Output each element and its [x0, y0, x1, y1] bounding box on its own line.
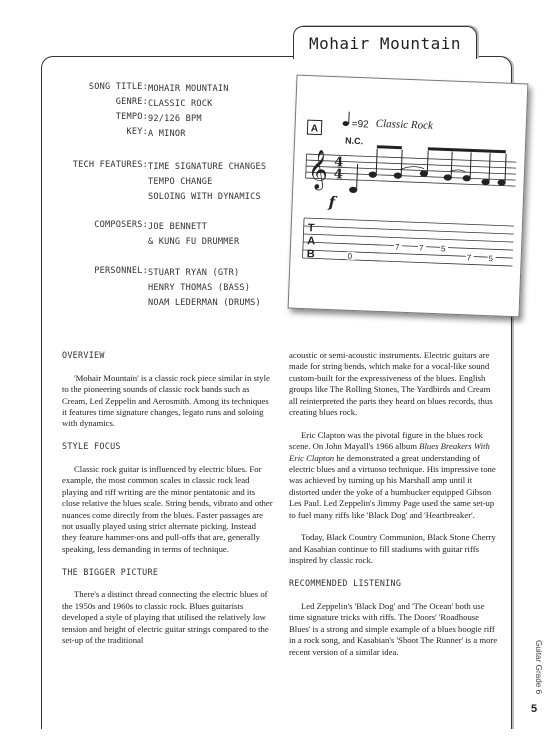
- clapton-text-a: Eric Clapton was the pivotal figure in the blues rock scene. On John Mayall's 1966 album: [289, 429, 483, 452]
- note-stem: [489, 153, 490, 182]
- song-title-value: MOHAIR MOUNTAIN: [148, 84, 229, 94]
- note: [369, 172, 376, 177]
- tab-number: 7: [394, 242, 400, 252]
- tab-number: 0: [347, 251, 353, 261]
- clapton-paragraph: [289, 430, 501, 521]
- today-paragraph: Today, Black Country Communion, Black Stone Cherry and Kasabian continue to fill stadiums with guitar riffs inspired by classic rock.: [289, 532, 496, 566]
- note: [498, 180, 505, 185]
- tab-number: 5: [440, 244, 446, 254]
- right-column: [289, 350, 501, 658]
- personnel-item: NOAM LEDERMAN (DRUMS): [148, 298, 261, 308]
- note-stem: [401, 150, 402, 176]
- key-label: KEY:: [126, 127, 148, 137]
- album-title: Blues Breakers With Eric Clapton: [289, 441, 490, 463]
- tab-number: 7: [466, 253, 472, 263]
- recommended-listening-paragraph: Led Zeppelin's 'Black Dog' and 'The Ocean' both use time signature tricks with riffs. The Doors' 'Roadhouse Blues' is a strong and simple example of a blues boogie riff in a rock song, and Kasabian's 'Shoot The Runner' is a more recent version of a similar idea.: [289, 600, 498, 657]
- grade-side-label: Guitar Grade 6: [534, 640, 543, 695]
- tab-number: 7: [418, 243, 424, 253]
- personnel-item: STUART RYAN (GTR): [148, 268, 240, 278]
- tab-staff: [303, 218, 514, 266]
- composers-list: [148, 220, 239, 250]
- bigger-picture-heading: THE BIGGER PICTURE: [62, 566, 159, 577]
- key-value: A MINOR: [148, 129, 186, 139]
- tech-feature-item: SOLOING WITH DYNAMICS: [148, 192, 261, 202]
- tempo-note-icon: [342, 121, 349, 126]
- tempo-label: TEMPO:: [115, 112, 148, 122]
- recommended-listening-heading: RECOMMENDED LISTENING: [289, 578, 402, 589]
- left-column: [62, 350, 273, 646]
- personnel-list: [148, 266, 261, 311]
- composers-label: COMPOSERS:: [94, 220, 148, 230]
- note-stem: [376, 149, 377, 175]
- chord-symbol: N.C.: [344, 135, 364, 147]
- continued-paragraph: acoustic or semi-acoustic instruments. Electric guitars are made for string bends, which make for a vocal-like sound custom-built for the expressiveness of the blues. English groups like The Rolling Stones, The Yardbirds and Cream all reinterpreted the parts they heard on blues records, thus creating blues rock.: [289, 350, 493, 418]
- note-beam: [428, 149, 506, 152]
- bigger-picture-paragraph: There's a distinct thread connecting the electric blues of the 1950s and 1960s to classic rock. Blues guitarists developed a style of playing that utilised the relatively low tension and height of electric guitar strings compared to the set-up of the traditional: [62, 589, 269, 646]
- tab-letter: T: [307, 222, 315, 235]
- note-beam: [377, 147, 402, 148]
- composer-item: JOE BENNETT: [148, 222, 208, 232]
- time-signature-bottom: 4: [333, 167, 344, 183]
- tempo-marking: =92: [351, 118, 369, 131]
- note-stem: [470, 152, 471, 178]
- note: [444, 175, 451, 180]
- notation-excerpt: [289, 76, 528, 317]
- style-focus-paragraph: Classic rock guitar is influenced by electric blues. For example, the most common scales in classic rock lead playing and riff writing are the minor pentatonic and its close relative the blues scale. String bends, vibrato and other nuances come directly from the blues. Faster passages are not usually played using strict alternate picking. Instead they feature hammer-ons and pull-offs that are, generally speaking, less demanding in terms of technique.: [62, 464, 273, 554]
- note: [394, 173, 401, 178]
- personnel-item: HENRY THOMAS (BASS): [148, 283, 251, 293]
- personnel-label: PERSONNEL:: [94, 266, 148, 276]
- note-stem: [451, 152, 452, 178]
- tech-feature-item: TIME SIGNATURE CHANGES: [148, 162, 267, 172]
- section-letter: A: [310, 123, 319, 135]
- note: [420, 171, 427, 176]
- style-focus-heading: STYLE FOCUS: [62, 441, 121, 452]
- song-title-label: SONG TITLE:: [88, 82, 148, 92]
- song-title-heading: Mohair Mountain: [309, 33, 461, 53]
- genre-value: CLASSIC ROCK: [148, 99, 213, 109]
- genre-label: GENRE:: [115, 97, 148, 107]
- note: [349, 187, 356, 192]
- treble-clef-icon: 𝄞: [307, 149, 329, 190]
- note-stem: [505, 154, 506, 183]
- time-signature-top: 4: [333, 155, 344, 171]
- tech-features-list: [148, 160, 266, 205]
- note: [463, 176, 470, 181]
- overview-paragraph: 'Mohair Mountain' is a classic rock piece similar in style to the pioneering sounds of classic rock bands such as Cream, Led Zeppelin and Aerosmith. Among its techniques it features time signature changes, legato runs and soloing with dynamics.: [62, 372, 270, 429]
- tab-letter: A: [306, 235, 316, 248]
- overview-heading: OVERVIEW: [62, 350, 105, 360]
- page-number: 5: [531, 703, 538, 715]
- notation-card: [288, 75, 529, 318]
- style-marking: Classic Rock: [375, 117, 434, 132]
- title-tab: [293, 26, 477, 59]
- tempo-value: 92/126 BPM: [148, 114, 202, 124]
- note: [482, 179, 489, 184]
- note-stem: [427, 151, 428, 174]
- dynamic-marking: f: [328, 192, 336, 212]
- tech-feature-item: TEMPO CHANGE: [148, 177, 213, 187]
- tab-number: 5: [488, 254, 494, 264]
- composer-item: & KUNG FU DRUMMER: [148, 237, 240, 247]
- tab-letter: B: [306, 248, 315, 261]
- clapton-text-b: he demonstrated a great understanding of electric blues and a virtuoso technique. His impressive tone was achieved by turning up his Marshall amp until it distorted under the yoke of a humbucker equipped Gibson Les Paul. Led Zeppelin's Jimmy Page used the same set-up to fuel many riffs like 'Black Dog' and 'Heartbreaker'.: [289, 452, 496, 520]
- tech-features-label: TECH FEATURES:: [72, 160, 148, 170]
